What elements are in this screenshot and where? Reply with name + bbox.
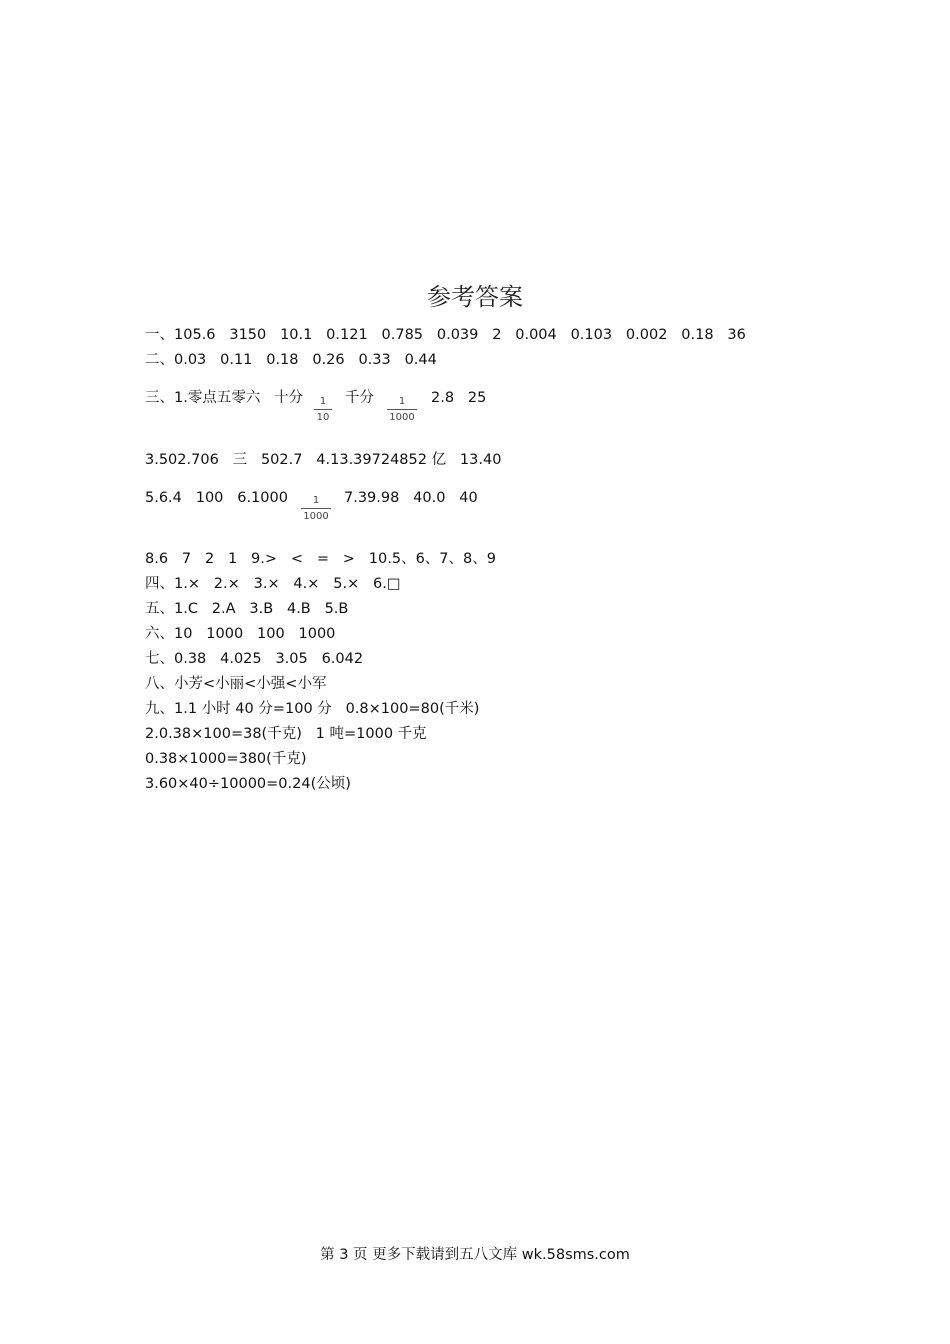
answer-section-8: 八、小芳<小丽<小强<小军 <box>145 676 327 692</box>
answer-section-3-part-a: 三、1.零点五零六 十分 <box>145 390 304 406</box>
answer-section-9: 九、1.1 小时 40 分=100 分 0.8×100=80(千米) <box>145 701 480 717</box>
page-footer: 第 3 页 更多下载请到五八文库 wk.58sms.com <box>320 1247 630 1263</box>
answer-section-1: 一、105.6 3150 10.1 0.121 0.785 0.039 2 0.004 0.103 0.002 0.18 36 <box>145 327 746 343</box>
fraction-one-tenth <box>314 396 332 424</box>
fraction-one-thousandth <box>387 396 417 424</box>
fraction-denominator: 10 <box>316 412 330 423</box>
answer-line-5-6-part-a: 5.6.4 100 6.1000 <box>145 490 288 506</box>
fraction-numerator: 1 <box>398 396 406 407</box>
fraction-denominator: 1000 <box>303 511 329 522</box>
answer-section-7: 七、0.38 4.025 3.05 6.042 <box>145 651 364 667</box>
answer-section-6: 六、10 1000 100 1000 <box>145 626 336 642</box>
answer-section-3-part-b: 千分 <box>345 390 374 406</box>
fraction-one-thousandth <box>301 495 331 523</box>
fraction-numerator: 1 <box>312 495 320 506</box>
fraction-denominator: 1000 <box>389 412 415 423</box>
answer-section-9-line-3: 0.38×1000=380(千克) <box>145 751 307 767</box>
answer-section-9-line-4: 3.60×40÷10000=0.24(公顷) <box>145 776 351 792</box>
page-title: 参考答案 <box>427 283 523 311</box>
fraction-numerator: 1 <box>319 396 327 407</box>
answer-line-8-10: 8.6 7 2 1 9.> < = > 10.5、6、7、8、9 <box>145 551 496 567</box>
answer-section-9-line-2: 2.0.38×100=38(千克) 1 吨=1000 千克 <box>145 726 427 742</box>
answer-section-4: 四、1.× 2.× 3.× 4.× 5.× 6.□ <box>145 576 401 592</box>
answer-line-3-4: 3.502.706 三 502.7 4.13.39724852 亿 13.40 <box>145 452 502 468</box>
answer-section-2: 二、0.03 0.11 0.18 0.26 0.33 0.44 <box>145 352 437 368</box>
answer-section-5: 五、1.C 2.A 3.B 4.B 5.B <box>145 601 349 617</box>
answer-line-7-part-b: 7.39.98 40.0 40 <box>344 490 478 506</box>
answer-section-3-part-c: 2.8 25 <box>431 390 487 406</box>
